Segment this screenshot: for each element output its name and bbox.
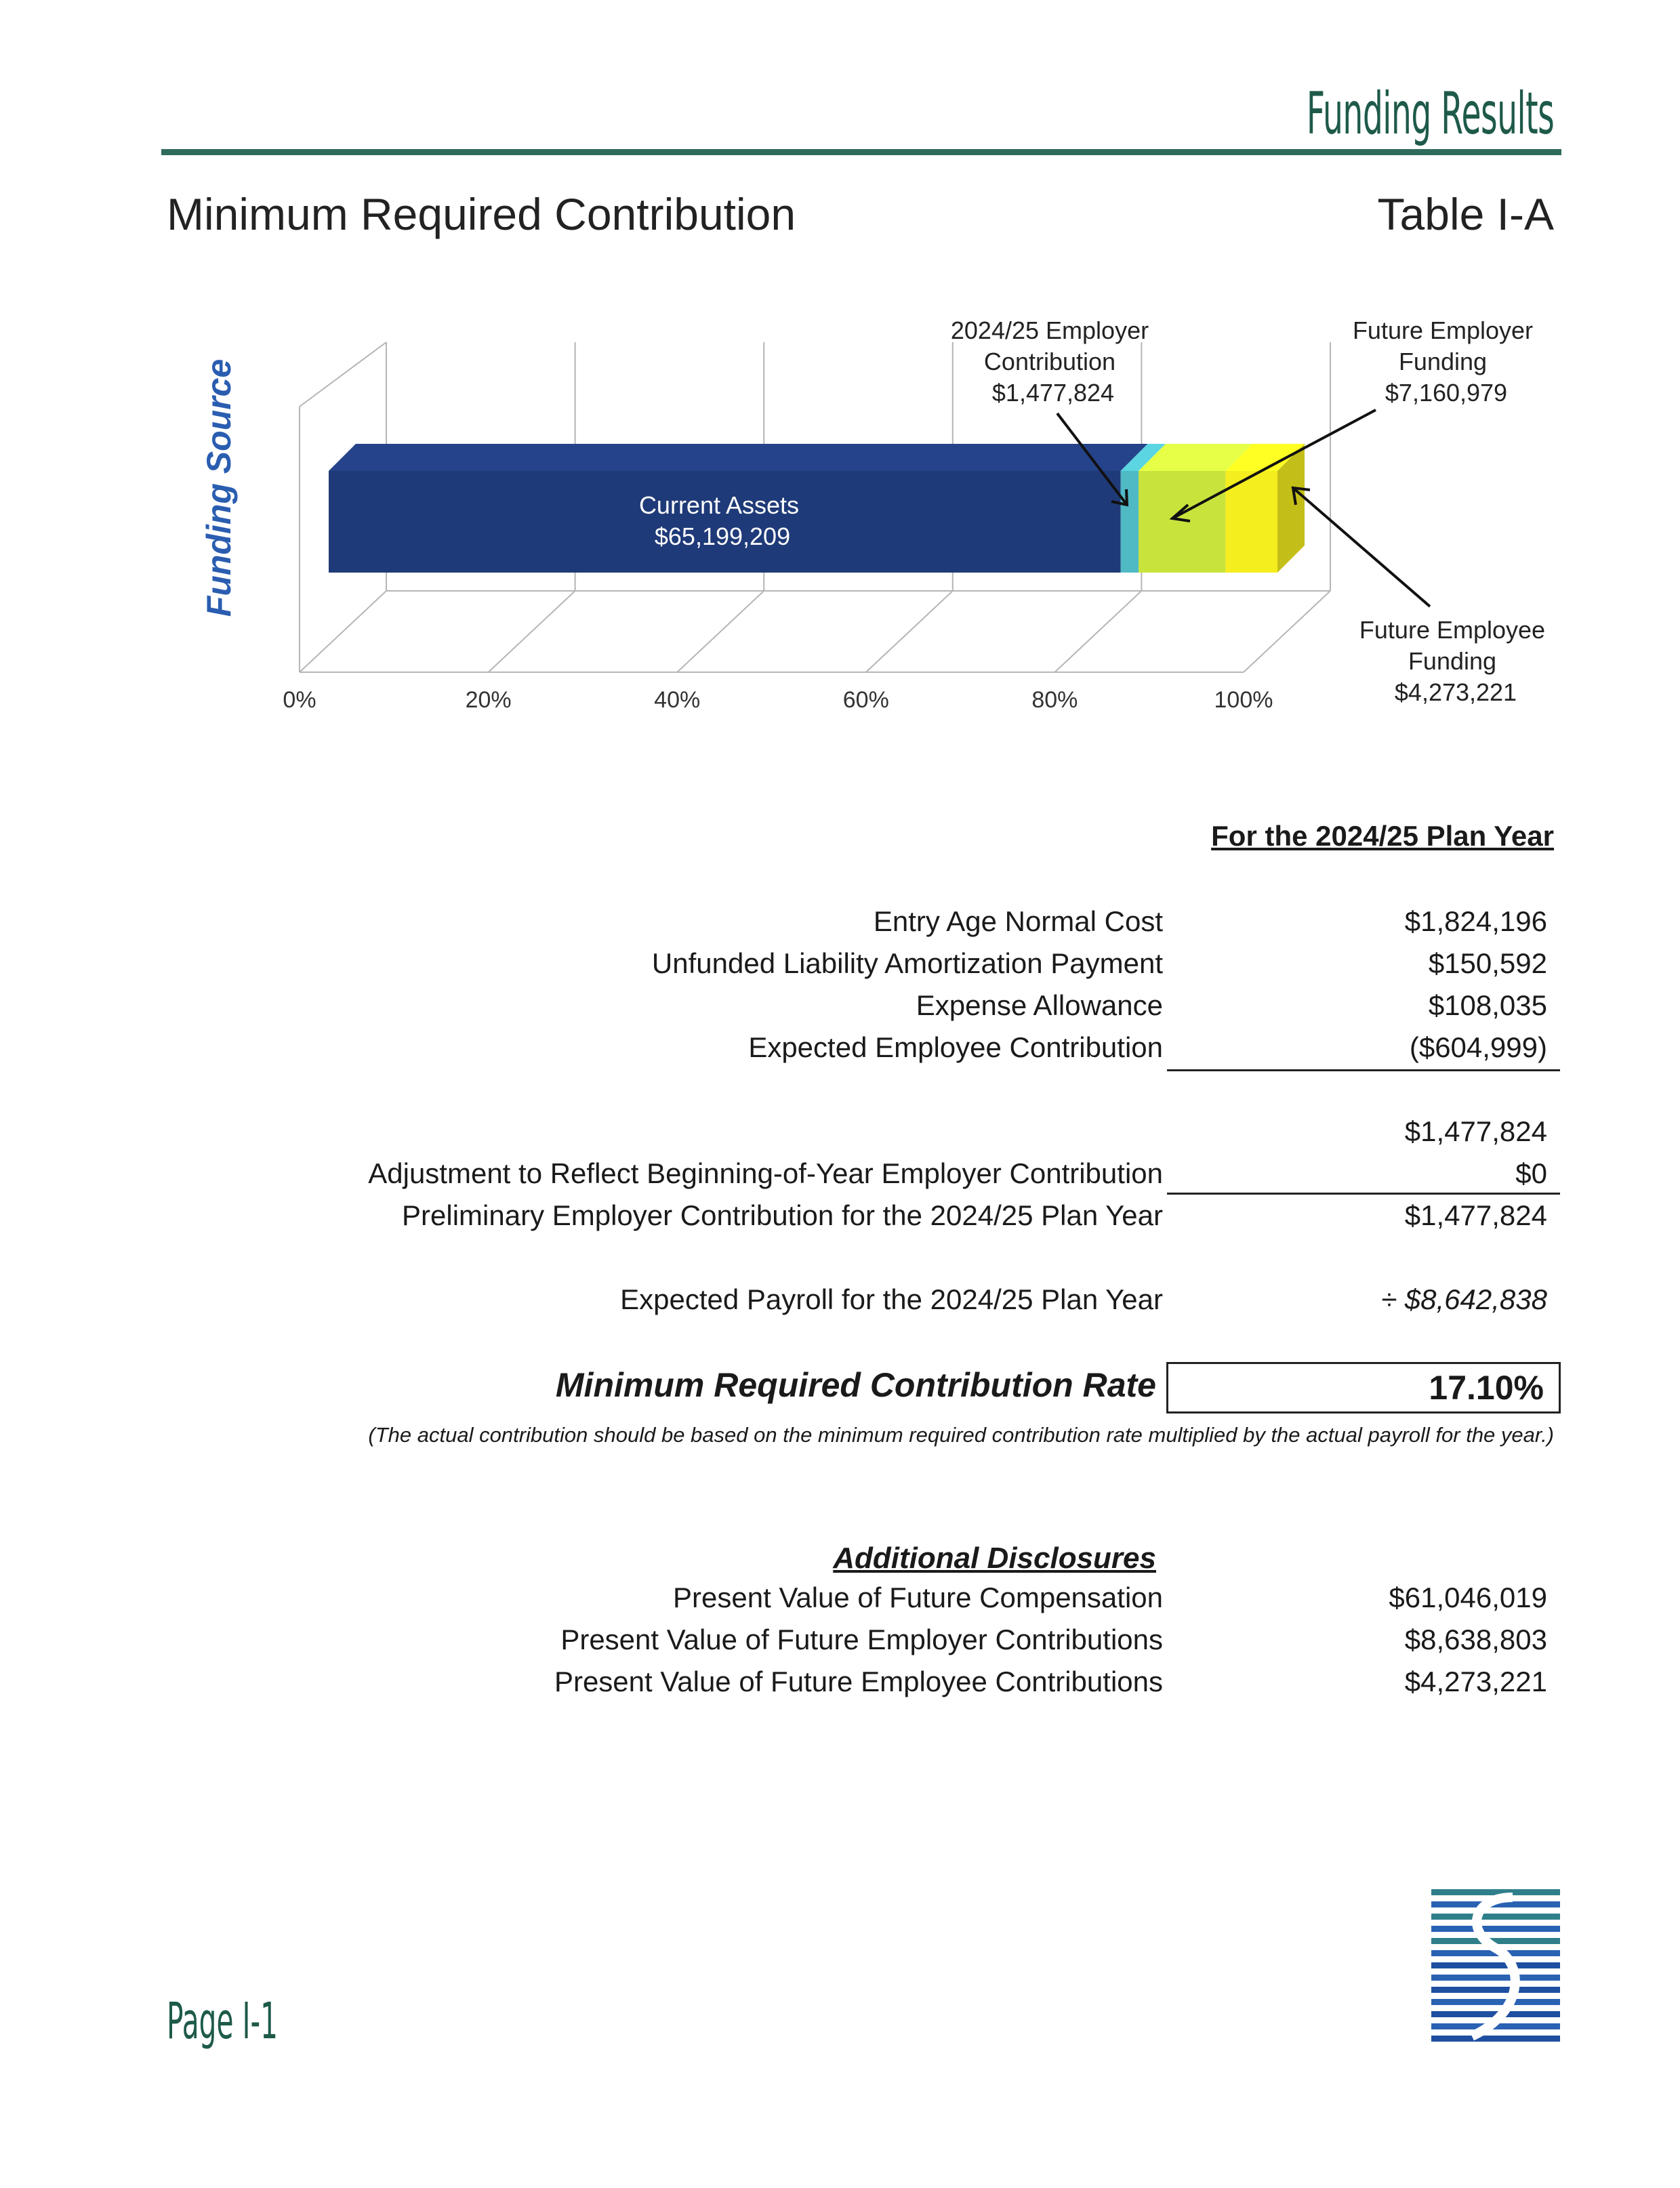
disclosure-label: Present Value of Future Employer Contributions — [560, 1624, 1163, 1655]
cost-row-label: Entry Age Normal Cost — [873, 905, 1163, 937]
x-tick-label: 80% — [1031, 687, 1078, 713]
label-future-employer: Future Employer Funding $7,160,979 — [1352, 316, 1534, 407]
adjustment-label: Adjustment to Reflect Beginning-of-Year Employer Contribution — [368, 1157, 1163, 1189]
bar-segment — [1121, 471, 1139, 573]
logo-stripe — [1431, 1987, 1560, 1993]
cost-row-label: Unfunded Liability Amortization Payment — [651, 947, 1163, 979]
mrc-label: Minimum Required Contribution Rate — [555, 1366, 1156, 1404]
cost-row-value: $1,824,196 — [1404, 905, 1547, 937]
disclosure-label: Present Value of Future Employee Contributions — [554, 1666, 1163, 1697]
grid-diagonal — [300, 591, 386, 672]
cost-row-value: $108,035 — [1428, 989, 1547, 1021]
logo-stripe — [1431, 1962, 1560, 1968]
table-id: Table I-A — [1377, 189, 1554, 239]
grid-diagonal — [1054, 591, 1141, 672]
grid-wall-top — [300, 342, 386, 407]
grid-diagonal — [866, 591, 953, 672]
logo-stripe — [1431, 1999, 1560, 2005]
x-tick-label: 40% — [654, 687, 701, 713]
disclosure-value: $61,046,019 — [1389, 1582, 1547, 1613]
grid-diagonal — [1244, 591, 1330, 672]
grid-diagonal — [677, 591, 764, 672]
x-tick-label: 100% — [1214, 687, 1273, 713]
preliminary-rule — [1167, 1193, 1560, 1195]
section-title: Funding Results — [1306, 80, 1554, 148]
logo-stripe — [1431, 1975, 1560, 1981]
preliminary-label: Preliminary Employer Contribution for the 2024/25 Plan Year — [402, 1199, 1163, 1231]
logo-stripe — [1431, 2036, 1560, 2042]
page-number: Page I-1 — [167, 1992, 279, 2050]
x-tick-label: 0% — [283, 687, 316, 713]
logo-stripe — [1431, 1926, 1560, 1932]
plan-year-header: For the 2024/25 Plan Year — [1211, 820, 1554, 852]
page-title: Minimum Required Contribution — [167, 189, 796, 239]
x-tick-label: 20% — [465, 687, 512, 713]
disclosure-value: $8,638,803 — [1404, 1624, 1547, 1655]
cost-row-label: Expected Employee Contribution — [748, 1031, 1163, 1063]
footnote: (The actual contribution should be based on the minimum required contribution rate multiplied by the actual payroll for the year.) — [368, 1423, 1554, 1447]
cost-row-label: Expense Allowance — [916, 989, 1163, 1021]
y-axis-label: Funding Source — [200, 358, 238, 617]
mrc-value: 17.10% — [1429, 1369, 1544, 1407]
additional-disclosures-header: Additional Disclosures — [833, 1542, 1156, 1575]
chart-bars — [329, 444, 1305, 573]
preliminary-value: $1,477,824 — [1404, 1199, 1547, 1231]
mrc-box — [1166, 1362, 1561, 1413]
adjustment-value: $0 — [1515, 1157, 1547, 1189]
company-logo-icon — [1431, 1884, 1560, 2046]
payroll-value: ÷ $8,642,838 — [1381, 1283, 1547, 1315]
subtotal-rule — [1167, 1069, 1560, 1071]
disclosure-value: $4,273,221 — [1404, 1666, 1547, 1697]
label-future-employee: Future Employee Funding $4,273,221 — [1359, 616, 1546, 706]
funding-source-chart — [0, 0, 1680, 745]
x-axis-ticks — [283, 687, 1273, 713]
disclosure-label: Present Value of Future Compensation — [673, 1582, 1163, 1613]
x-tick-label: 60% — [842, 687, 889, 713]
bar-segment — [1139, 471, 1225, 573]
logo-stripe — [1431, 1914, 1560, 1920]
grid-diagonal — [489, 591, 575, 672]
bar-top-segment — [329, 444, 1148, 471]
cost-row-value: ($604,999) — [1409, 1031, 1547, 1063]
subtotal-value: $1,477,824 — [1404, 1115, 1547, 1147]
bar-segment — [329, 471, 1121, 573]
payroll-label: Expected Payroll for the 2024/25 Plan Year — [620, 1283, 1163, 1315]
logo-stripe — [1431, 1889, 1560, 1895]
label-current-assets: Current Assets $65,199,209 — [638, 491, 800, 550]
cost-row-value: $150,592 — [1428, 947, 1547, 979]
label-employer-contribution: 2024/25 Employer Contribution $1,477,824 — [950, 316, 1149, 407]
arrow-future-employee — [1293, 488, 1430, 606]
